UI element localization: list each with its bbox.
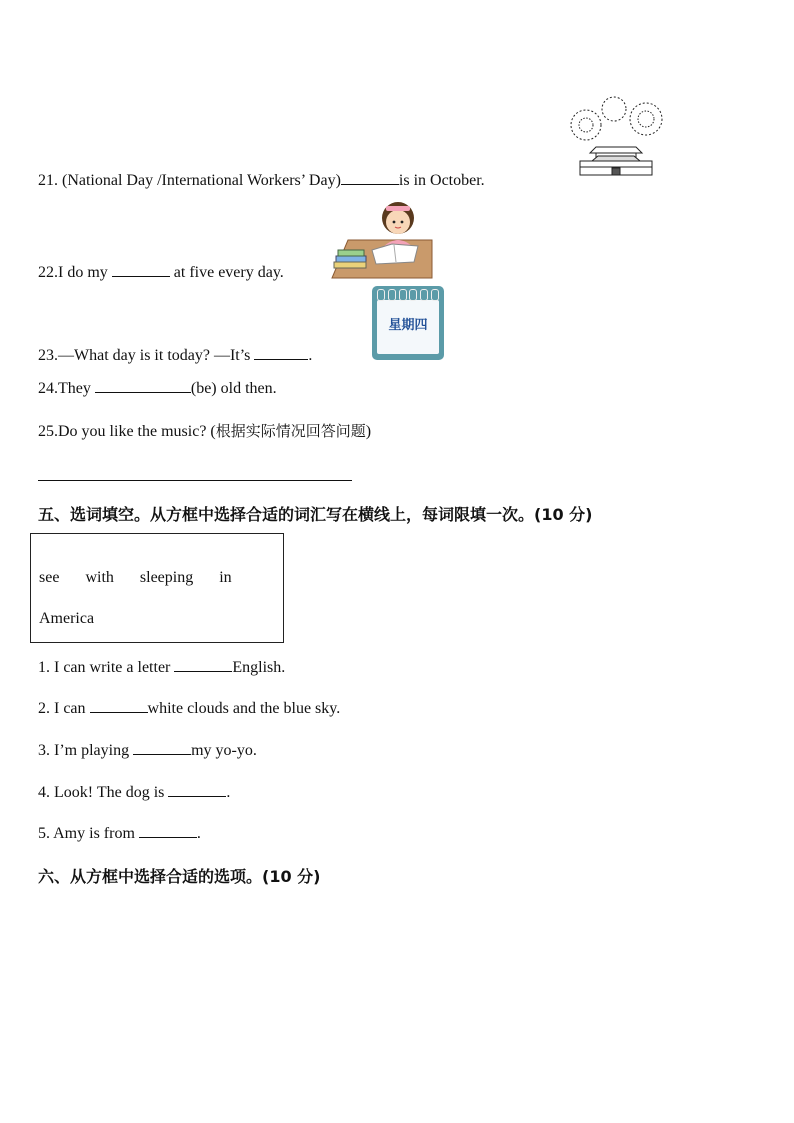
section-6-heading: 六、从方框中选择合适的选项。(10 分) [38, 867, 321, 886]
question-23 [38, 345, 312, 365]
word-option: in [219, 569, 232, 586]
question-text: 24.They [38, 380, 91, 397]
fill-item-1 [38, 657, 285, 677]
fill-item-5 [38, 823, 201, 843]
calendar-label: 星期四 [388, 318, 428, 333]
item-text: 3. I’m playing [38, 742, 130, 759]
word-option: sleeping [139, 569, 194, 586]
item-text: my yo-yo. [191, 742, 257, 759]
answer-blank[interactable] [254, 345, 308, 360]
item-text: English. [232, 659, 286, 676]
question-text: ) [365, 423, 372, 440]
fill-item-3 [38, 740, 257, 760]
question-text: 25.Do you like the music? ( [38, 423, 216, 440]
question-text: 23.—What day is it today? —It’s [38, 347, 251, 364]
answer-blank[interactable] [112, 262, 170, 277]
question-22 [38, 262, 284, 282]
answer-blank[interactable] [139, 823, 197, 838]
answer-blank[interactable] [95, 378, 191, 393]
question-text: at five every day. [173, 264, 284, 281]
answer-blank[interactable] [90, 698, 148, 713]
question-text: is in October. [398, 172, 485, 189]
word-option: with [85, 569, 114, 586]
calendar-icon [372, 286, 444, 360]
answer-line[interactable] [38, 480, 352, 481]
answer-blank[interactable] [341, 170, 399, 185]
question-instruction: 根据实际情况回答问题 [215, 422, 366, 440]
question-24 [38, 378, 277, 398]
fill-item-2 [38, 698, 340, 718]
question-text: . [308, 347, 313, 364]
tiananmen-fireworks-image [568, 95, 664, 179]
item-text: 1. I can write a letter [38, 659, 171, 676]
word-row [39, 610, 94, 628]
item-text: . [226, 784, 231, 801]
item-text: 2. I can [38, 700, 86, 717]
word-option: America [39, 610, 95, 627]
item-text: . [196, 825, 201, 842]
word-option: see [39, 569, 60, 586]
question-text: 22.I do my [38, 264, 108, 281]
question-number: 21. [38, 172, 58, 189]
question-25 [38, 420, 371, 441]
answer-blank[interactable] [174, 657, 232, 672]
question-text: (National Day /International Workers’ Day) [62, 172, 341, 189]
item-text: white clouds and the blue sky. [147, 700, 341, 717]
answer-blank[interactable] [168, 782, 226, 797]
question-21 [38, 170, 485, 190]
word-row [39, 569, 232, 587]
item-text: 4. Look! The dog is [38, 784, 165, 801]
girl-studying-image [328, 198, 436, 280]
answer-blank[interactable] [133, 740, 191, 755]
item-text: 5. Amy is from [38, 825, 135, 842]
fill-item-4 [38, 782, 230, 802]
word-box [30, 533, 284, 643]
section-5-heading: 五、选词填空。从方框中选择合适的词汇写在横线上，每词限填一次。(10 分) [38, 505, 593, 524]
question-text: (be) old then. [190, 380, 277, 397]
